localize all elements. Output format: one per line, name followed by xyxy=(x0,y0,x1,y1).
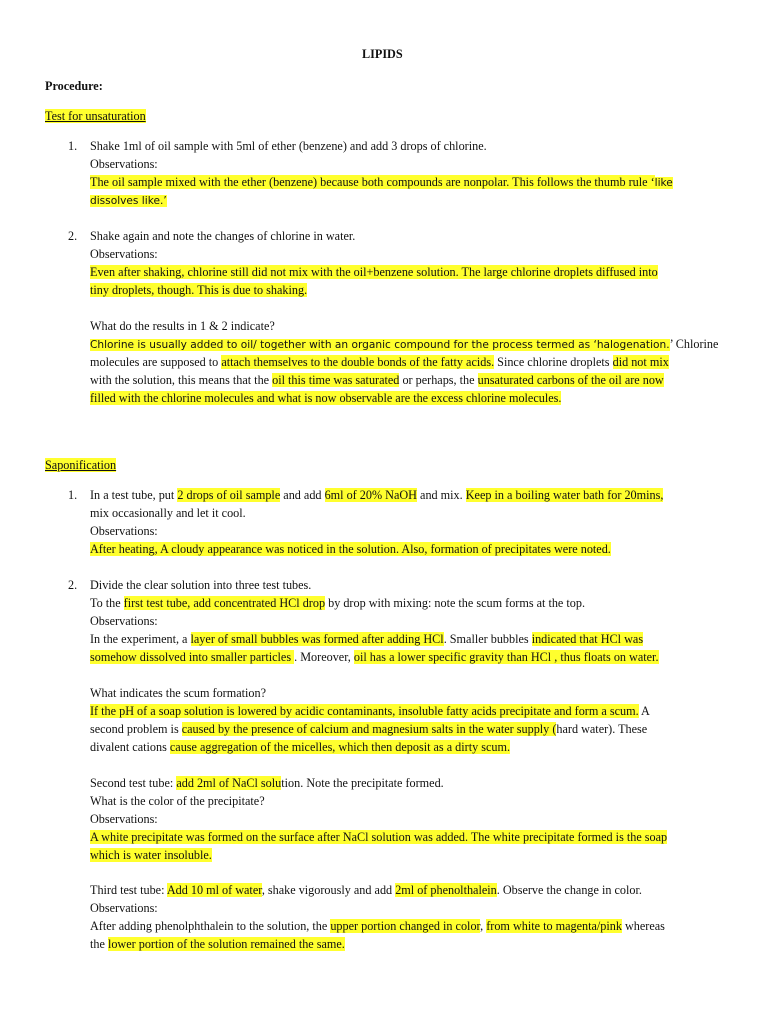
step-text: mix occasionally and let it cool. xyxy=(90,506,246,520)
observations-label: Observations: xyxy=(90,524,158,538)
section-heading-unsaturation: Test for unsaturation xyxy=(45,109,146,123)
section-heading-saponification: Saponification xyxy=(45,458,117,472)
step-text: In a test tube, put 2 drops of oil sample and add 6ml of 20% NaOH and mix. Keep in a boiling water bath for 20mins, xyxy=(90,488,664,502)
list-number: 2. xyxy=(68,229,78,243)
answer-text: second problem is caused by the presence of calcium and magnesium salts in the water supply (hard water). These xyxy=(90,722,648,736)
step-text: To the first test tube, add concentrated HCl drop by drop with mixing: note the scum forms at the top. xyxy=(90,596,586,610)
answer-text: Chlorine is usually added to oil/ together with an organic compound for the process termed as ‘halogenation.’ Chlorine xyxy=(90,337,719,351)
question-text: What is the color of the precipitate? xyxy=(90,794,265,808)
list-number: 1. xyxy=(68,488,78,502)
answer-text: If the pH of a soap solution is lowered by acidic contaminants, insoluble fatty acids precipitate and form a scum. A xyxy=(90,704,650,718)
observation-text: dissolves like.’ xyxy=(90,195,167,207)
observations-label: Observations: xyxy=(90,812,158,826)
step-text: Divide the clear solution into three test tubes. xyxy=(90,578,312,592)
observation-text: After adding phenolphthalein to the solution, the upper portion changed in color, from white to magenta/pink whereas xyxy=(90,919,665,933)
observations-label: Observations: xyxy=(90,157,158,171)
observation-text: Even after shaking, chlorine still did not mix with the oil+benzene solution. The large chlorine droplets diffused into xyxy=(90,265,658,279)
list-number: 1. xyxy=(68,139,78,153)
step-text: Shake again and note the changes of chlorine in water. xyxy=(90,229,356,243)
observation-text: After heating, A cloudy appearance was noticed in the solution. Also, formation of precipitates were noted. xyxy=(90,542,611,556)
observation-text: the lower portion of the solution remained the same. xyxy=(90,937,345,951)
procedure-label: Procedure: xyxy=(45,79,103,93)
observations-label: Observations: xyxy=(90,901,158,915)
observations-label: Observations: xyxy=(90,614,158,628)
list-number: 2. xyxy=(68,578,78,592)
observation-text: which is water insoluble. xyxy=(90,848,212,862)
step-text: Second test tube: add 2ml of NaCl solution. Note the precipitate formed. xyxy=(90,776,444,790)
observation-text: tiny droplets, though. This is due to shaking. xyxy=(90,283,308,297)
question-text: What indicates the scum formation? xyxy=(90,686,266,700)
observation-text: The oil sample mixed with the ether (benzene) because both compounds are nonpolar. This follows the thumb rule ‘like xyxy=(90,175,673,189)
answer-text: filled with the chlorine molecules and what is now observable are the excess chlorine molecules. xyxy=(90,391,562,405)
question-text: What do the results in 1 & 2 indicate? xyxy=(90,319,275,333)
answer-text: molecules are supposed to attach themselves to the double bonds of the fatty acids. Since chlorine droplets did not mix xyxy=(90,355,669,369)
step-text: Third test tube: Add 10 ml of water, shake vigorously and add 2ml of phenolthalein. Observe the change in color. xyxy=(90,883,642,897)
step-text: Shake 1ml of oil sample with 5ml of ether (benzene) and add 3 drops of chlorine. xyxy=(90,139,487,153)
doc-title: LIPIDS xyxy=(362,47,403,61)
observation-text: A white precipitate was formed on the surface after NaCl solution was added. The white precipitate formed is the soap xyxy=(90,830,668,844)
answer-text: with the solution, this means that the oil this time was saturated or perhaps, the unsaturated carbons of the oil are now xyxy=(90,373,664,387)
observation-text: In the experiment, a layer of small bubbles was formed after adding HCl. Smaller bubbles indicated that HCl was xyxy=(90,632,644,646)
observation-text: somehow dissolved into smaller particles . Moreover, oil has a lower specific gravity than HCl , thus floats on water. xyxy=(90,650,659,664)
observations-label: Observations: xyxy=(90,247,158,261)
answer-text: divalent cations cause aggregation of the micelles, which then deposit as a dirty scum. xyxy=(90,740,511,754)
